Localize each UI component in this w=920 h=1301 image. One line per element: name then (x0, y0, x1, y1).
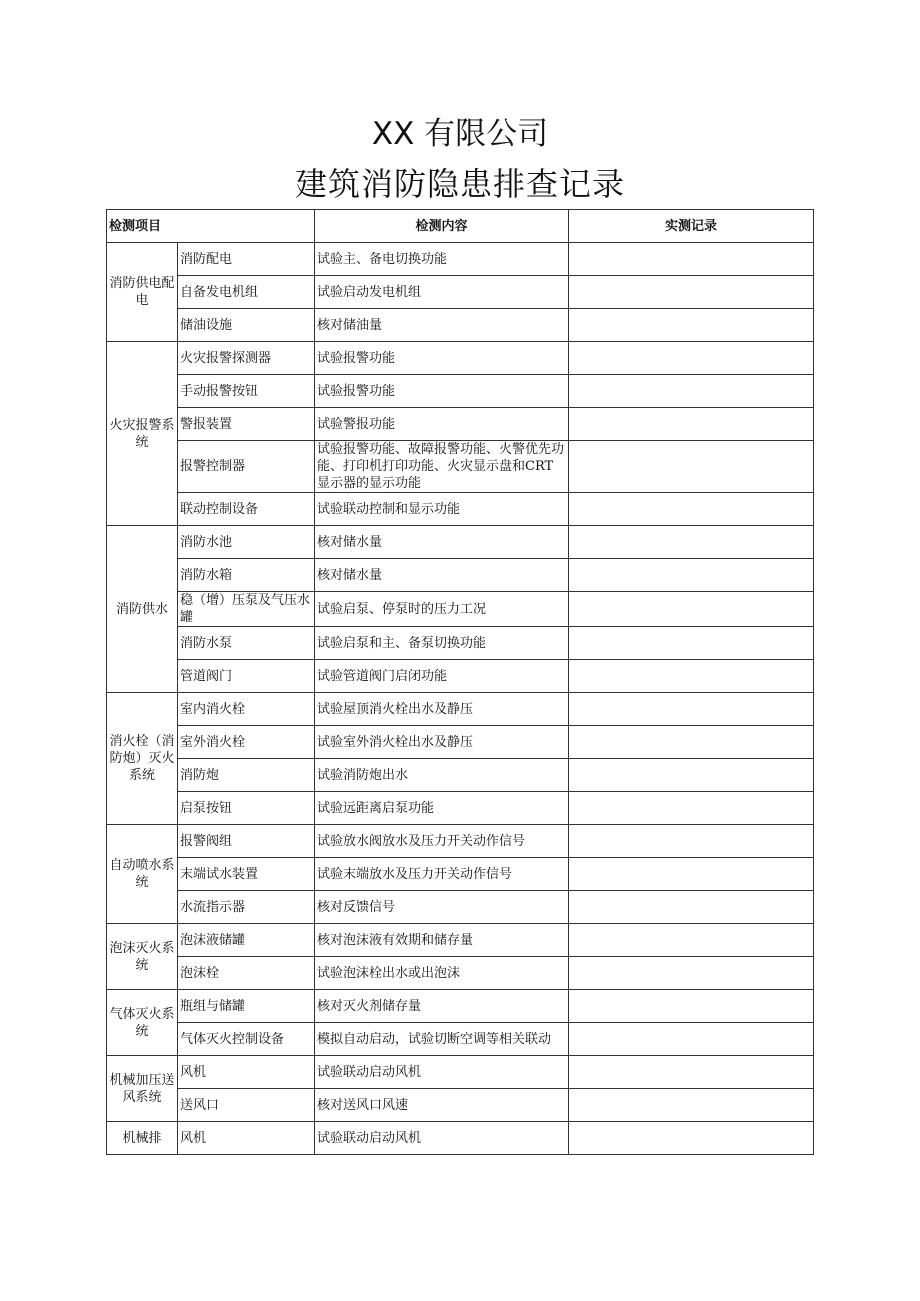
table-row (107, 526, 814, 559)
record-cell[interactable] (569, 693, 814, 726)
item-cell: 消防水箱 (178, 559, 315, 592)
category-cell: 消防供水 (107, 526, 178, 693)
category-cell: 气体灭火系统 (107, 990, 178, 1056)
item-cell: 管道阀门 (178, 660, 315, 693)
table-row (107, 309, 814, 342)
column-header-content: 检测内容 (315, 210, 569, 243)
table-row (107, 276, 814, 309)
category-cell: 机械排 (107, 1122, 178, 1155)
table-row (107, 592, 814, 627)
content-cell: 试验末端放水及压力开关动作信号 (315, 858, 569, 891)
table-row (107, 924, 814, 957)
table-header-row (107, 210, 814, 243)
item-cell: 风机 (178, 1122, 315, 1155)
content-cell: 核对储水量 (315, 526, 569, 559)
item-cell: 水流指示器 (178, 891, 315, 924)
record-cell[interactable] (569, 759, 814, 792)
content-cell: 试验报警功能、故障报警功能、火警优先功能、打印机打印功能、火灾显示盘和CRT显示器的显示功能 (315, 441, 569, 493)
page-title: 建筑消防隐患排查记录 (294, 165, 625, 203)
item-cell: 警报装置 (178, 408, 315, 441)
item-cell: 启泵按钮 (178, 792, 315, 825)
table-row (107, 957, 814, 990)
item-cell: 消防配电 (178, 243, 315, 276)
record-cell[interactable] (569, 375, 814, 408)
table-row (107, 858, 814, 891)
content-cell: 试验主、备电切换功能 (315, 243, 569, 276)
record-cell[interactable] (569, 825, 814, 858)
item-cell: 气体灭火控制设备 (178, 1023, 315, 1056)
table-row (107, 726, 814, 759)
table-row (107, 408, 814, 441)
item-cell: 室内消火栓 (178, 693, 315, 726)
content-cell: 试验放水阀放水及压力开关动作信号 (315, 825, 569, 858)
table-row (107, 1023, 814, 1056)
table-row (107, 441, 814, 493)
record-cell[interactable] (569, 858, 814, 891)
record-cell[interactable] (569, 1023, 814, 1056)
item-cell: 泡沫液储罐 (178, 924, 315, 957)
record-cell[interactable] (569, 408, 814, 441)
content-cell: 试验消防炮出水 (315, 759, 569, 792)
record-cell[interactable] (569, 1122, 814, 1155)
table-row (107, 627, 814, 660)
item-cell: 火灾报警探测器 (178, 342, 315, 375)
table-row (107, 243, 814, 276)
content-cell: 试验远距离启泵功能 (315, 792, 569, 825)
item-cell: 储油设施 (178, 309, 315, 342)
content-cell: 核对储水量 (315, 559, 569, 592)
column-header-record: 实测记录 (569, 210, 814, 243)
record-cell[interactable] (569, 726, 814, 759)
content-cell: 核对送风口风速 (315, 1089, 569, 1122)
content-cell: 试验警报功能 (315, 408, 569, 441)
table-row (107, 825, 814, 858)
record-cell[interactable] (569, 276, 814, 309)
item-cell: 消防水泵 (178, 627, 315, 660)
content-cell: 试验联动控制和显示功能 (315, 493, 569, 526)
record-cell[interactable] (569, 660, 814, 693)
record-cell[interactable] (569, 309, 814, 342)
item-cell: 报警控制器 (178, 441, 315, 493)
record-cell[interactable] (569, 559, 814, 592)
table-row (107, 559, 814, 592)
table-row (107, 1122, 814, 1155)
item-cell: 消防炮 (178, 759, 315, 792)
item-cell: 瓶组与储罐 (178, 990, 315, 1023)
content-cell: 试验启泵、停泵时的压力工况 (315, 592, 569, 627)
content-cell: 试验启泵和主、备泵切换功能 (315, 627, 569, 660)
category-cell: 火灾报警系统 (107, 342, 178, 526)
item-cell: 报警阀组 (178, 825, 315, 858)
record-cell[interactable] (569, 1089, 814, 1122)
content-cell: 核对储油量 (315, 309, 569, 342)
item-cell: 稳（增）压泵及气压水罐 (178, 592, 315, 627)
record-cell[interactable] (569, 627, 814, 660)
content-cell: 试验报警功能 (315, 375, 569, 408)
record-cell[interactable] (569, 924, 814, 957)
table-row (107, 1089, 814, 1122)
table-row (107, 375, 814, 408)
column-header-item: 检测项目 (107, 210, 315, 243)
category-cell: 泡沫灭火系统 (107, 924, 178, 990)
content-cell: 核对泡沫液有效期和储存量 (315, 924, 569, 957)
item-cell: 末端试水装置 (178, 858, 315, 891)
table-row (107, 792, 814, 825)
record-cell[interactable] (569, 592, 814, 627)
item-cell: 送风口 (178, 1089, 315, 1122)
category-cell: 消火栓（消防炮）灭火系统 (107, 693, 178, 825)
content-cell: 试验泡沫栓出水或出泡沫 (315, 957, 569, 990)
table-row (107, 1056, 814, 1089)
record-cell[interactable] (569, 957, 814, 990)
content-cell: 核对灭火剂储存量 (315, 990, 569, 1023)
item-cell: 自备发电机组 (178, 276, 315, 309)
content-cell: 模拟自动启动，试验切断空调等相关联动 (315, 1023, 569, 1056)
record-cell[interactable] (569, 526, 814, 559)
table-row (107, 990, 814, 1023)
content-cell: 试验联动启动风机 (315, 1122, 569, 1155)
category-cell: 自动喷水系统 (107, 825, 178, 924)
company-name: XX 有限公司 (371, 116, 549, 152)
content-cell: 试验管道阀门启闭功能 (315, 660, 569, 693)
item-cell: 风机 (178, 1056, 315, 1089)
record-cell[interactable] (569, 891, 814, 924)
category-cell: 机械加压送风系统 (107, 1056, 178, 1122)
table-row (107, 759, 814, 792)
item-cell: 泡沫栓 (178, 957, 315, 990)
content-cell: 试验启动发电机组 (315, 276, 569, 309)
record-cell[interactable] (569, 441, 814, 493)
inspection-table (106, 209, 814, 1155)
table-row (107, 342, 814, 375)
content-cell: 核对反馈信号 (315, 891, 569, 924)
content-cell: 试验报警功能 (315, 342, 569, 375)
content-cell: 试验屋顶消火栓出水及静压 (315, 693, 569, 726)
record-cell[interactable] (569, 990, 814, 1023)
table-row (107, 660, 814, 693)
item-cell: 手动报警按钮 (178, 375, 315, 408)
table-row (107, 693, 814, 726)
record-cell[interactable] (569, 1056, 814, 1089)
record-cell[interactable] (569, 493, 814, 526)
content-cell: 试验联动启动风机 (315, 1056, 569, 1089)
record-cell[interactable] (569, 243, 814, 276)
table-row (107, 891, 814, 924)
item-cell: 室外消火栓 (178, 726, 315, 759)
item-cell: 联动控制设备 (178, 493, 315, 526)
category-cell: 消防供电配电 (107, 243, 178, 342)
record-cell[interactable] (569, 342, 814, 375)
content-cell: 试验室外消火栓出水及静压 (315, 726, 569, 759)
record-cell[interactable] (569, 792, 814, 825)
item-cell: 消防水池 (178, 526, 315, 559)
table-row (107, 493, 814, 526)
